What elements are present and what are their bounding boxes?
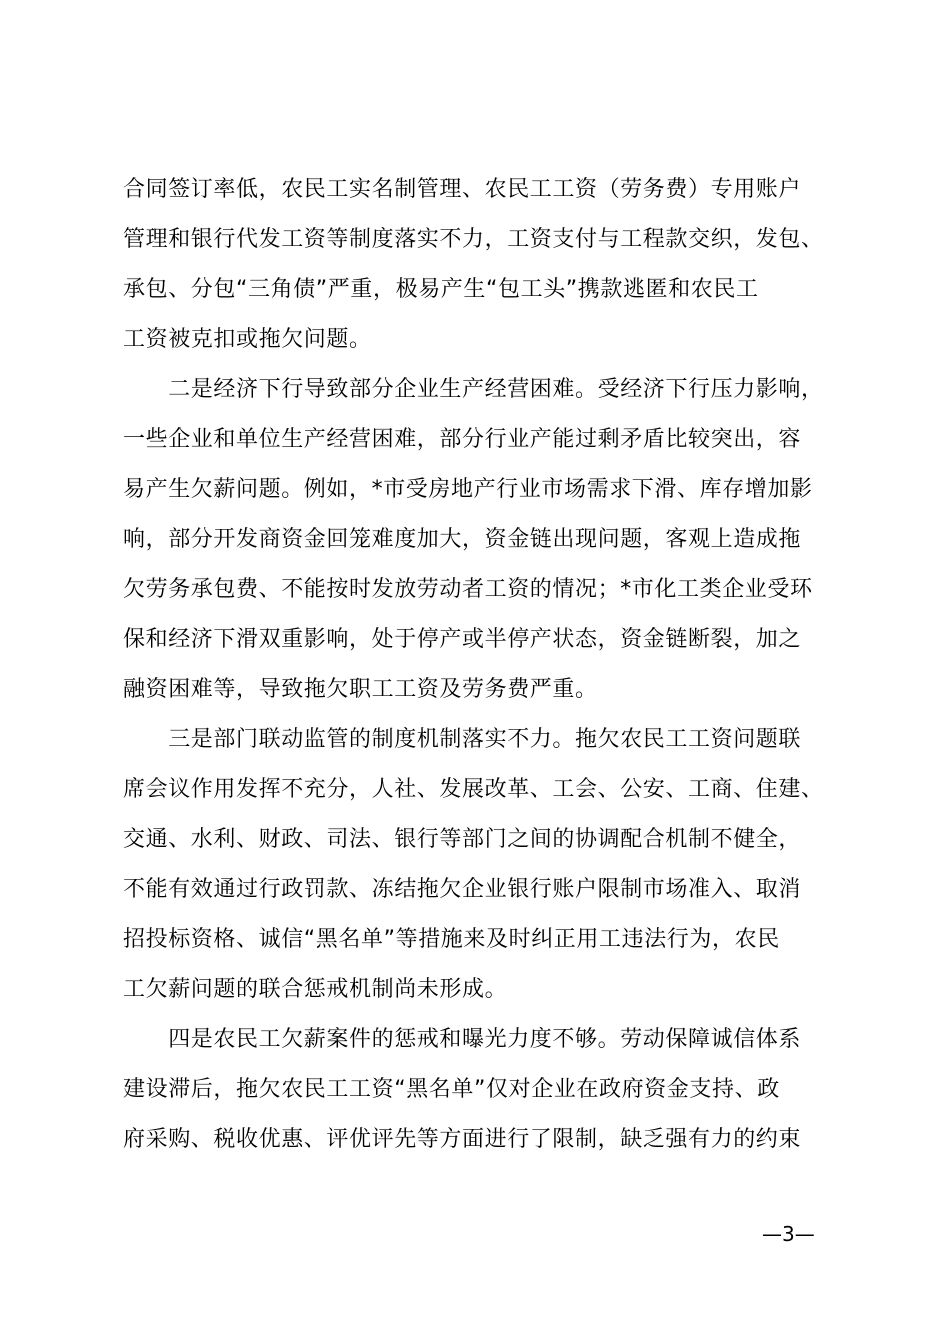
- text-line: 府采购、税收优惠、评优评先等方面进行了限制，缺乏强有力的约束: [123, 1127, 802, 1152]
- text-line: 合同签订率低，农民工实名制管理、农民工工资（劳务费）专用账户: [123, 177, 802, 202]
- body-text: [123, 165, 843, 1165]
- text-line: 工资被克扣或拖欠问题。: [123, 327, 372, 352]
- text-line: 一些企业和单位生产经营困难，部分行业产能过剩矛盾比较突出，容: [123, 427, 802, 452]
- paragraph-start-line: 四是农民工欠薪案件的惩戒和曝光力度不够。劳动保障诚信体系: [123, 1027, 802, 1052]
- text-line: 管理和银行代发工资等制度落实不力，工资支付与工程款交织，发包、: [123, 227, 824, 252]
- text-line: 工欠薪问题的联合惩戒机制尚未形成。: [123, 977, 508, 1002]
- text-line: 保和经济下滑双重影响，处于停产或半停产状态，资金链断裂，加之: [123, 627, 802, 652]
- text-line: 承包、分包“三角债”严重，极易产生“包工头”携款逃匿和农民工: [123, 277, 759, 302]
- paragraph-start-line: 三是部门联动监管的制度机制落实不力。拖欠农民工工资问题联: [123, 727, 802, 752]
- text-line: 易产生欠薪问题。例如，*市受房地产行业市场需求下滑、库存增加影: [123, 477, 813, 502]
- text-line: 交通、水利、财政、司法、银行等部门之间的协调配合机制不健全，: [123, 827, 802, 852]
- text-line: 欠劳务承包费、不能按时发放劳动者工资的情况；*市化工类企业受环: [123, 577, 813, 602]
- page-number: —3—: [762, 1222, 815, 1246]
- text-line: 招投标资格、诚信“黑名单”等措施来及时纠正用工违法行为，农民: [123, 927, 780, 952]
- text-line: 融资困难等，导致拖欠职工工资及劳务费严重。: [123, 677, 598, 702]
- text-line: 不能有效通过行政罚款、冻结拖欠企业银行账户限制市场准入、取消: [123, 877, 802, 902]
- paragraph-start-line: 二是经济下行导致部分企业生产经营困难。受经济下行压力影响，: [123, 377, 824, 402]
- text-line: 响，部分开发商资金回笼难度加大，资金链出现问题，客观上造成拖: [123, 527, 802, 552]
- text-line: 建设滞后，拖欠农民工工资“黑名单”仅对企业在政府资金支持、政: [123, 1077, 780, 1102]
- text-line: 席会议作用发挥不充分，人社、发展改革、工会、公安、工商、住建、: [123, 777, 824, 802]
